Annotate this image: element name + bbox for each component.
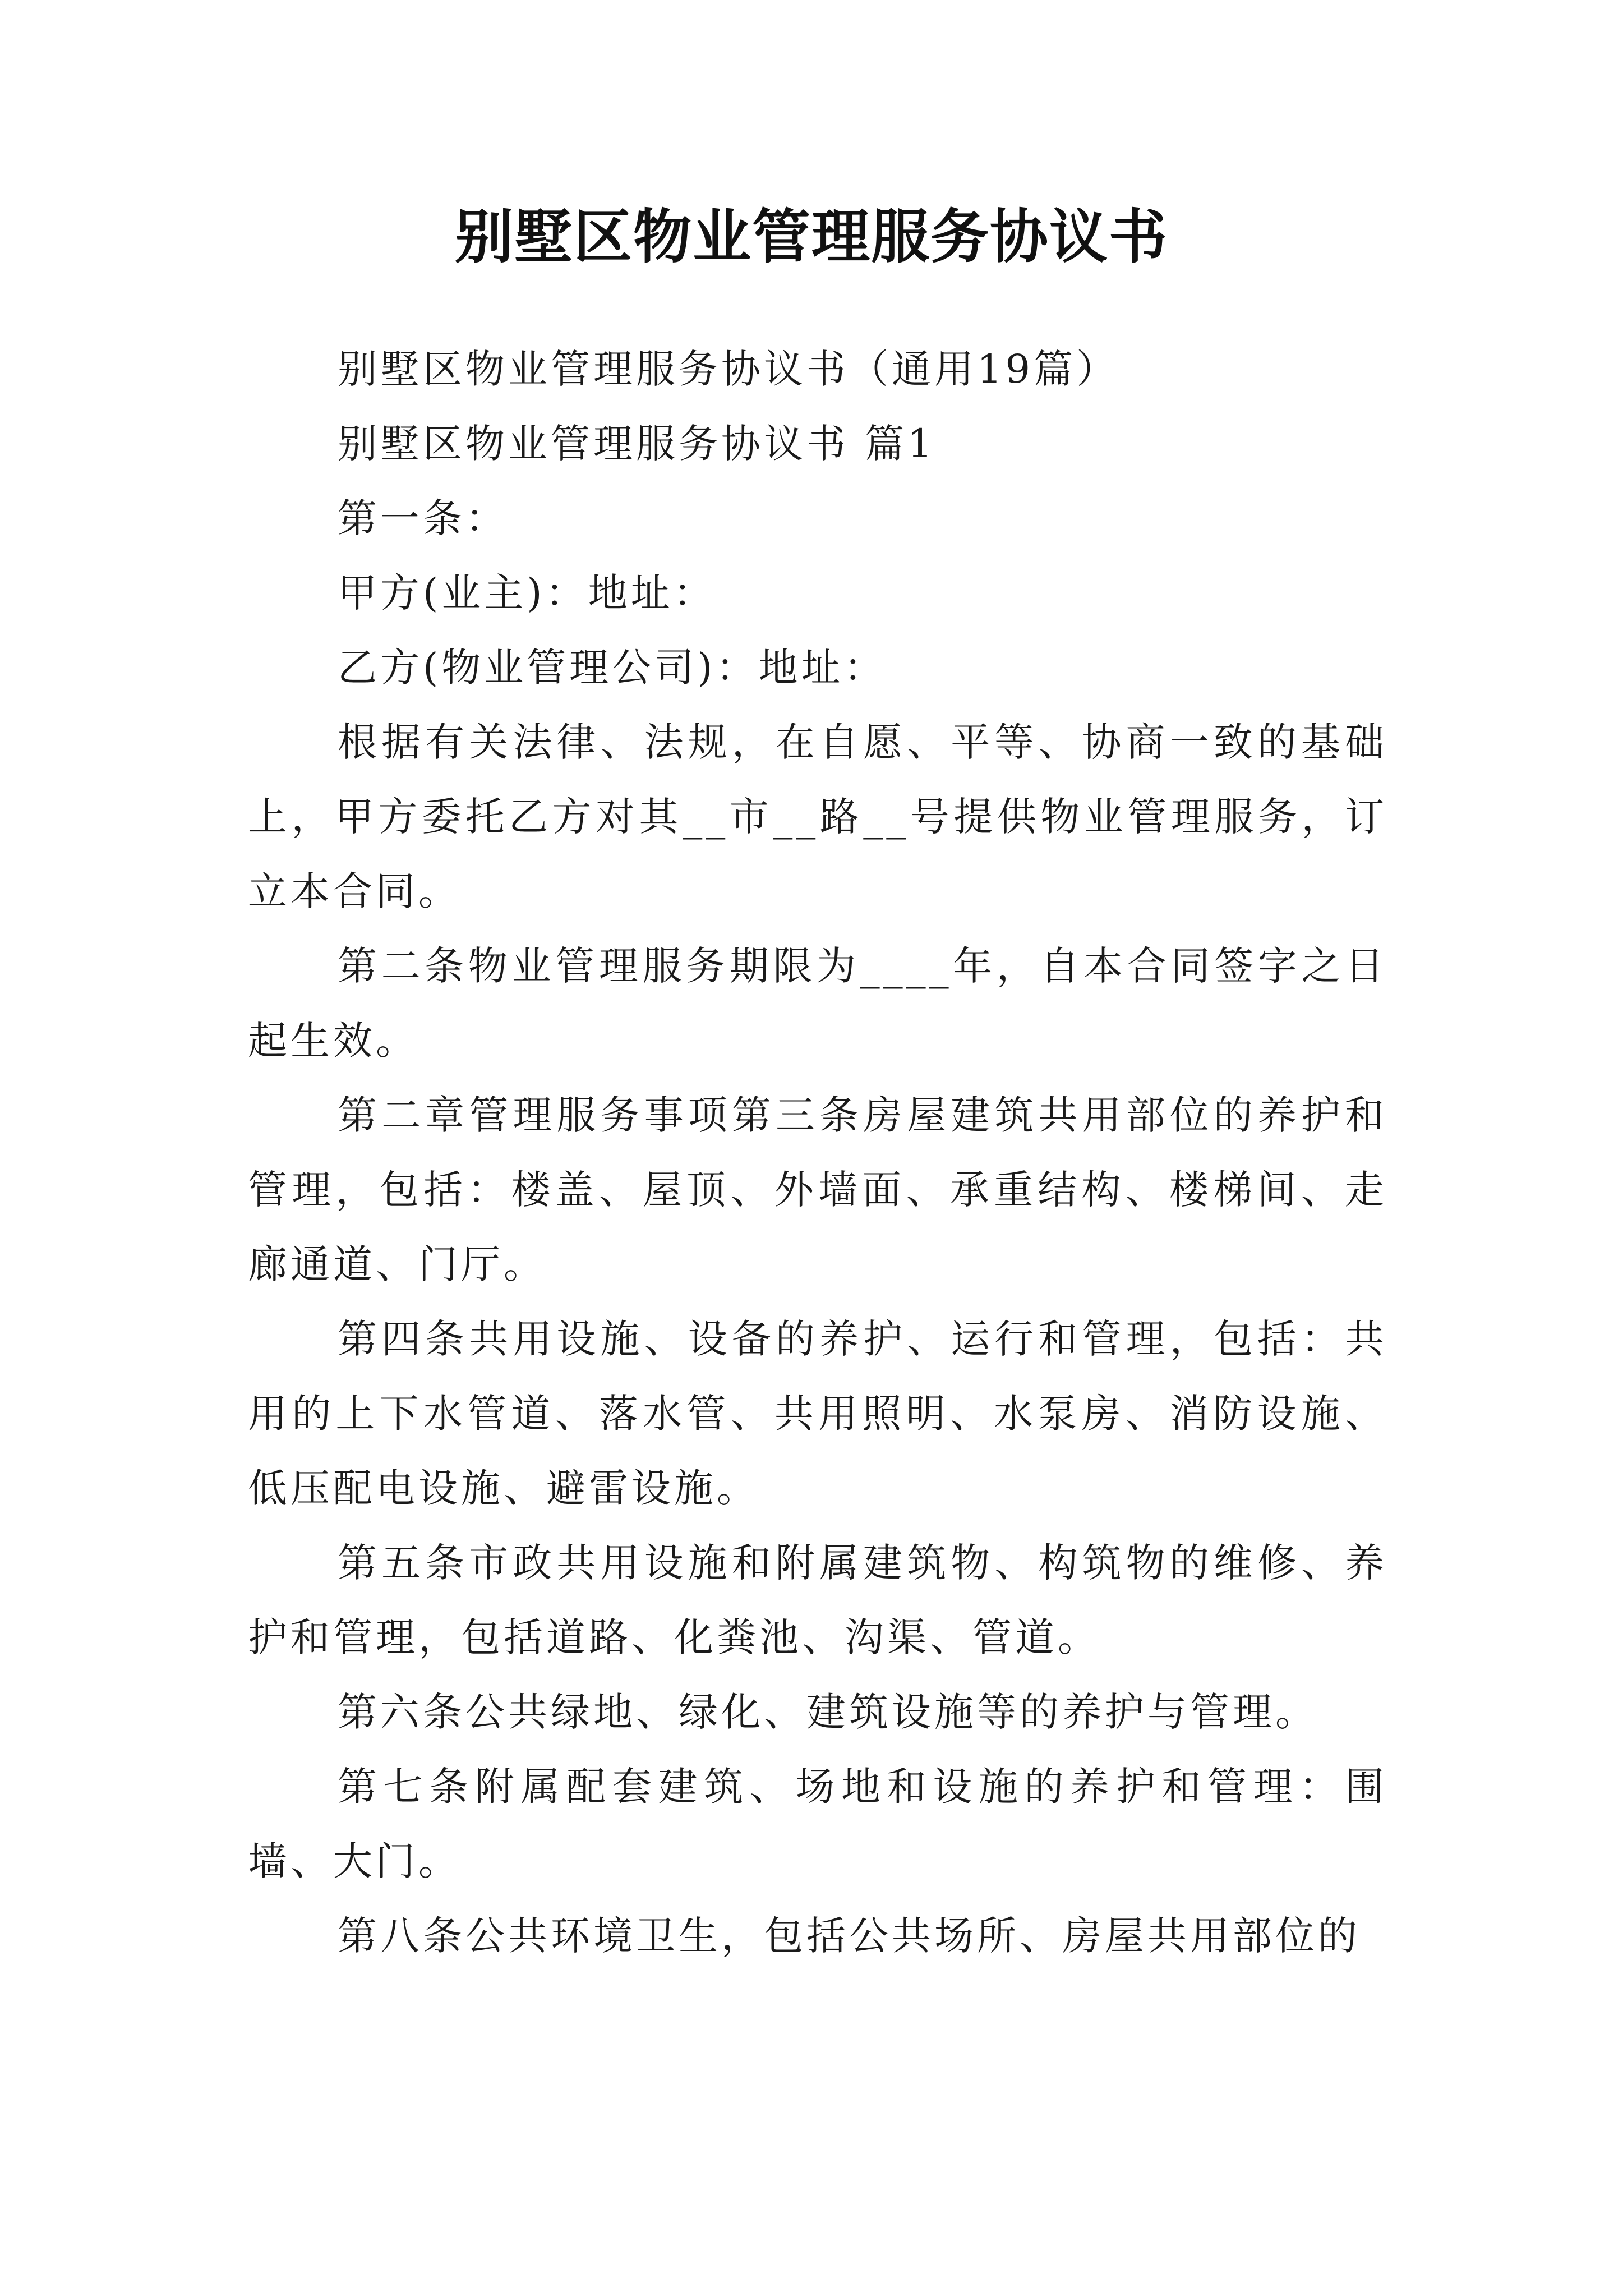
paragraph-section-heading: 别墅区物业管理服务协议书 篇1 (338, 421, 936, 467)
paragraph-subtitle: 别墅区物业管理服务协议书（通用19篇） (338, 346, 1119, 392)
paragraph-article-4: 第四条共用设施、设备的养护、运行和管理，包括：共用的上下水管道、落水管、共用照明、水泵房、消防设施、低压配电设施、避雷设施。 (248, 1316, 1387, 1511)
paragraph-article-1: 第一条： (338, 495, 508, 541)
paragraph-article-7: 第七条附属配套建筑、场地和设施的养护和管理：围墙、大门。 (248, 1764, 1387, 1884)
document-body (248, 332, 1387, 1973)
paragraph-article-2: 第二条物业管理服务期限为____年，自本合同签字之日起生效。 (248, 943, 1387, 1064)
paragraph-article-5: 第五条市政共用设施和附属建筑物、构筑物的维修、养护和管理，包括道路、化粪池、沟渠、管道。 (248, 1540, 1387, 1660)
paragraph-party-a: 甲方(业主)：地址： (338, 570, 716, 616)
paragraph-article-3: 第二章管理服务事项第三条房屋建筑共用部位的养护和管理，包括：楼盖、屋顶、外墙面、承重结构、楼梯间、走廊通道、门厅。 (248, 1092, 1387, 1287)
paragraph-party-b: 乙方(物业管理公司)：地址： (338, 645, 887, 691)
paragraph-article-6: 第六条公共绿地、绿化、建筑设施等的养护与管理。 (338, 1689, 1318, 1735)
paragraph-article-8: 第八条公共环境卫生，包括公共场所、房屋共用部位的 (338, 1913, 1361, 1959)
paragraph-preamble: 根据有关法律、法规，在自愿、平等、协商一致的基础上，甲方委托乙方对其__市__路__号提供物业管理服务，订立本合同。 (248, 719, 1387, 914)
document-title: 别墅区物业管理服务协议书 (454, 202, 1168, 271)
